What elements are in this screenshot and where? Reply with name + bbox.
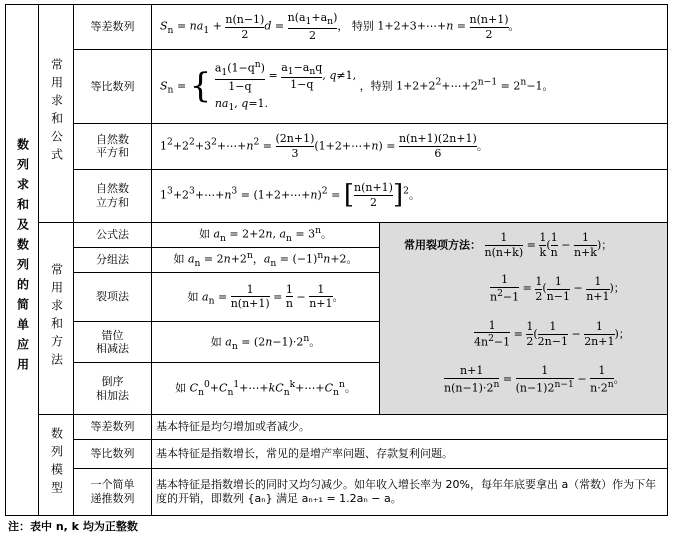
model-text: 基本特征是均匀增加或者减少。 <box>152 415 668 440</box>
formula-arithmetic: $S_n = na_1$ + n(n−1) 2d = $n(a_1+a_n)$ 2， 特别 1+2+3+⋯+n = n(n+1) 2。 <box>152 5 668 50</box>
example-formula: 如 $C_n^0+C_n^1+\cdots+kC_n^k+\cdots+C_n^n$。 <box>152 363 380 415</box>
main-title-cell <box>6 5 39 516</box>
row-label: 自然数 立方和 <box>74 169 152 222</box>
row-label: 等差数列 <box>74 5 152 50</box>
split-methods-box: 常用裂项方法： 1 n(n+k) = 1 k( 1 n − 1 n+k)； 1 $n^2-1$ = 1 2( 1 n−1 − 1 n+1)； 1 $4n^2-1$ = 1 2( 1 2n−1 − 1 2n+1)； n+1 $n(n-1)\cdot 2^n$ = 1 $(n-1)2^{n-1}$ − 1 $n\cdot 2^n$。 <box>380 222 668 414</box>
row-label: 错位 相减法 <box>74 322 152 363</box>
example-formula: 如 $a_n = (2n-1)\cdot 2^n$。 <box>152 322 380 363</box>
row-label: 公式法 <box>74 222 152 247</box>
row-label: 等差数列 <box>74 415 152 440</box>
row-label: 等比数列 <box>74 439 152 468</box>
row-label: 自然数 平方和 <box>74 124 152 169</box>
summary-table <box>5 4 668 516</box>
model-text: 基本特征是指数增长，常见的是增产率问题、存款复利问题。 <box>152 439 668 468</box>
main-title: 数列求和及数列的简单应用 <box>15 138 30 379</box>
example-formula: 如 $a_n = 2n+2^n$，$a_n = (-1)^nn+2$。 <box>152 247 380 272</box>
row-label: 等比数列 <box>74 50 152 124</box>
example-formula: 如 $a_n = 2+2n$, $a_n = 3^n$。 <box>152 222 380 247</box>
row-label: 裂项法 <box>74 272 152 322</box>
section-models: 数列模型 <box>39 415 74 516</box>
section-formulas: 常用求和公式 <box>39 5 74 223</box>
row-label: 分组法 <box>74 247 152 272</box>
row-label: 倒序 相加法 <box>74 363 152 415</box>
example-formula: 如 $a_n$ = 1 n(n+1) = 1 n − 1 n+1。 <box>152 272 380 322</box>
row-label: 一个简单 递推数列 <box>74 468 152 515</box>
formula-cubes: $1^3+2^3+\cdots+n^3$ = (1+2+⋯+n)$^2$ = [ n(n+1) 2 ]$^2$。 <box>152 169 668 222</box>
formula-squares: $1^2+2^2+3^2+\cdots+n^2$ = (2n+1) 3(1+2+⋯+n) = n(n+1)(2n+1) 6。 <box>152 124 668 169</box>
table-note: 注：表中 n, k 均为正整数 <box>8 520 138 533</box>
section-methods: 常用求和方法 <box>39 222 74 414</box>
formula-geometric: $S_n$ = { $a_1(1-q^n)$ 1−q = $a_1-a_nq$ 1−q, q≠1, $na_1$, q=1. ，特别 $1+2+2^2+\cdots+2^{n-1} = 2^n-1$。 <box>152 50 668 124</box>
model-text: 基本特征是指数增长的同时又均匀减少。如年收入增长率为 20%，每年年底要拿出 a（常数）作为下年度的开销，即数列 {aₙ} 满足 aₙ₊₁ = 1.2aₙ − a。 <box>152 468 668 515</box>
